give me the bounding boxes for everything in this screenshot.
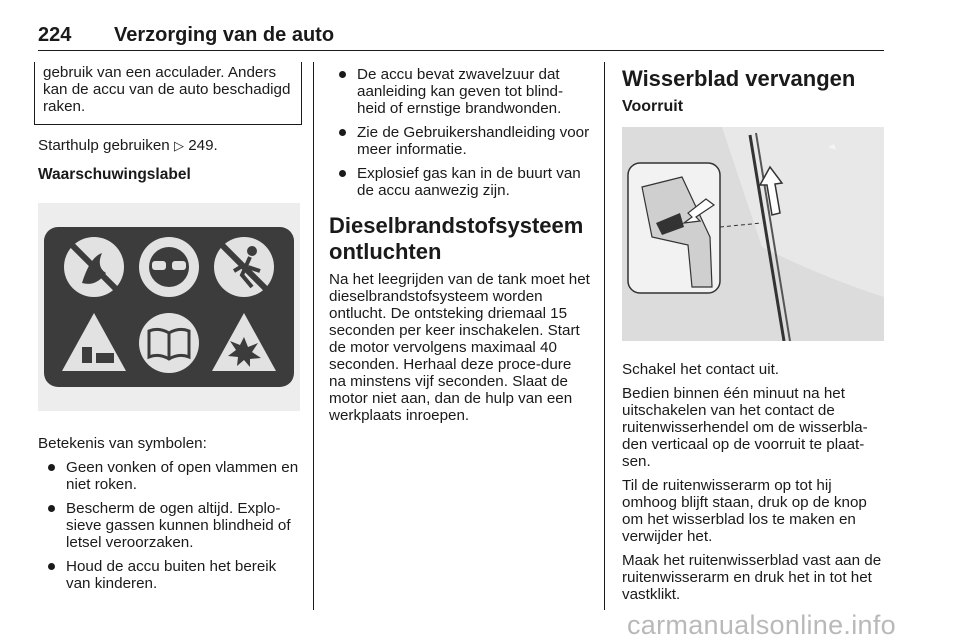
header-rule [38,50,884,51]
keep-children-away-icon [214,237,274,297]
wiper-section-heading: Wisserblad vervangen [622,66,856,91]
eye-protection-icon [139,237,199,297]
instruction-step: Maak het ruitenwisserblad vast aan de ruitenwisserarm en druk het in tot het vastklikt. [622,552,882,603]
read-manual-icon [139,313,199,373]
list-item: Bescherm de ogen altijd. Explo-sieve gassen kunnen blindheid of letsel veroorzaken. [38,500,300,551]
list-item: De accu bevat zwavelzuur dat aanleiding kan geven tot blind-heid of ernstige brandwonden. [329,66,591,117]
list-item: Geen vonken of open vlammen en niet roken. [38,459,300,493]
no-flame-icon [64,237,124,297]
page-number: 224 [38,24,72,46]
list-item: Zie de Gebruikershandleiding voor meer informatie. [329,124,591,158]
instruction-step: Til de ruitenwisserarm op tot hij omhoog blijft staan, druk op de knop om het wisserblad los te maken en verwijder het. [622,477,867,545]
warning-label-heading: Waarschuwingslabel [38,166,191,183]
wiper-blade-image [622,127,884,341]
windscreen-subheading: Voorruit [622,98,684,115]
list-item: Explosief gas kan in de buurt van de accu aanwezig zijn. [329,165,591,199]
diesel-section-text: Na het leegrijden van de tank moet het dieselbrandstofsysteem worden ontlucht. De ontsteking driemaal 15 seconden per keer inschakelen. Start de motor vervolgens maximaal 40 seconden. Herhaal deze proce-dure na minstens vijf seconden. Slaat de motor niet aan, dan de hulp van een werkplaats inroepen. [329,271,590,424]
page-header [38,24,884,52]
warning-text: gebruik van een acculader. Anders kan de accu van de auto beschadigd raken. [43,64,291,115]
column-divider-left [313,62,314,610]
symbols-intro: Betekenis van symbolen: [38,435,207,452]
page-title: Verzorging van de auto [114,24,335,46]
list-item: Houd de accu buiten het bereik van kinderen. [38,558,300,592]
symbols-list [38,459,300,592]
warning-box [34,62,302,125]
instruction-step: Schakel het contact uit. [622,361,780,378]
instruction-step: Bedien binnen één minuut na het uitschakelen van het contact de ruitenwisserhendel om de wisserbla-den verticaal op de voorruit te plaat-sen. [622,385,868,470]
diesel-section-heading: Dieselbrandstofsysteem ontluchten [329,213,584,264]
battery-warning-label-image [38,203,300,411]
watermark: carmanualsonline.info [627,610,896,640]
jumpstart-page-link[interactable]: 249. [188,137,218,154]
battery-facts-list [329,66,591,199]
middle-column [329,66,591,431]
page-reference-icon: ▷ [173,138,184,153]
jumpstart-reference: Starthulp gebruiken ▷ 249. [38,137,218,154]
right-column [622,66,886,610]
left-column [38,62,300,599]
column-divider-right [604,62,605,610]
